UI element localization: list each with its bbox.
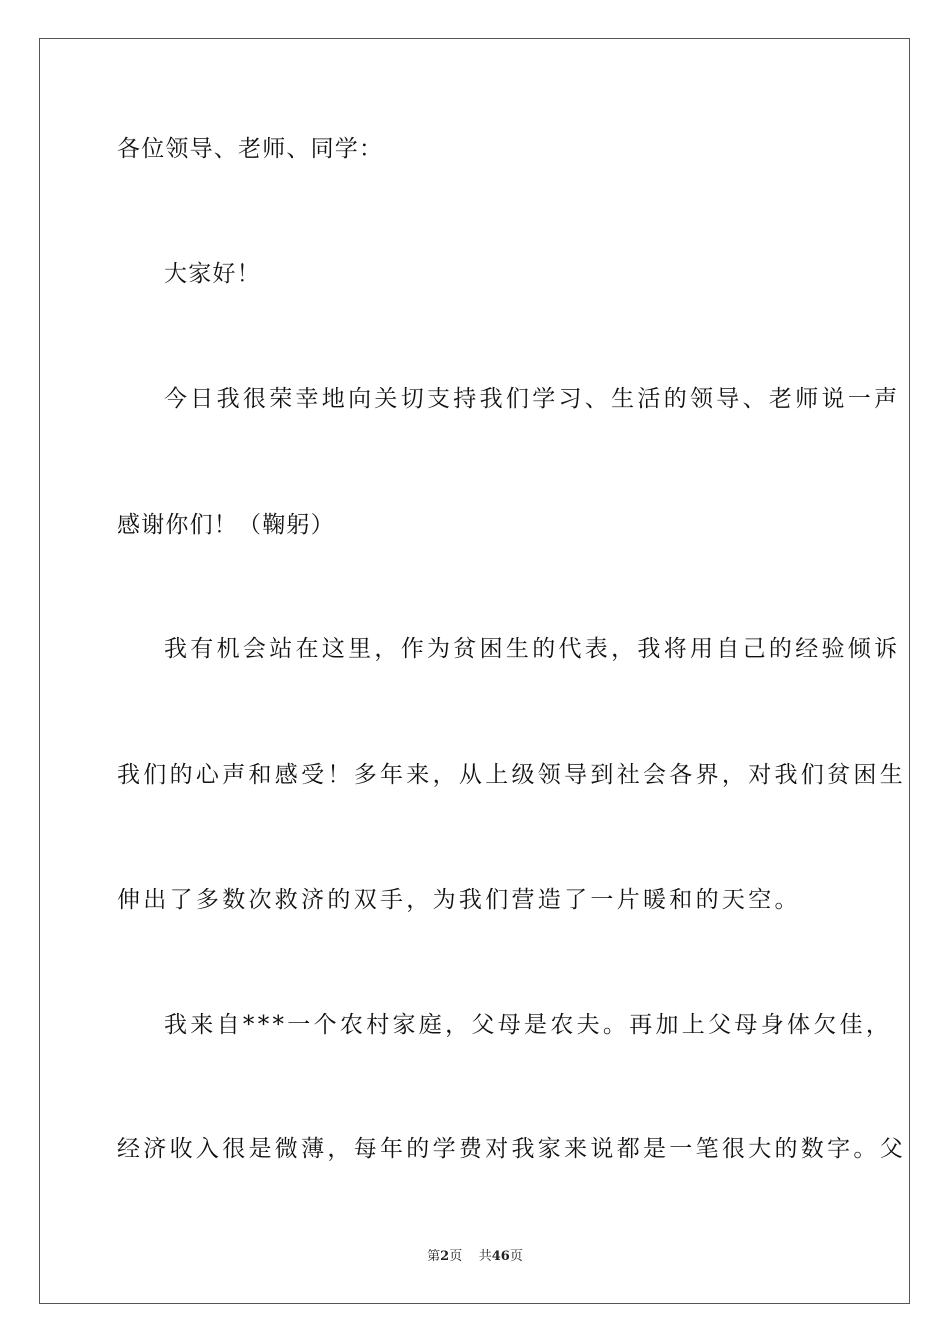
body-line-4: 我们的心声和感受！多年来，从上级领导到社会各界，对我们贫困生 [117, 762, 906, 788]
greeting-line: 大家好！ [164, 261, 261, 287]
total-suffix: 页 [509, 1249, 523, 1264]
total-pages: 46 [491, 1249, 510, 1264]
body-line-5: 伸出了多数次救济的双手，为我们营造了一片暖和的天空。 [117, 887, 801, 913]
body-line-2: 感谢你们！（鞠躬） [117, 512, 335, 538]
salutation-line: 各位领导、老师、同学： [117, 136, 384, 162]
page-suffix: 页 [449, 1249, 463, 1264]
body-line-7: 经济收入很是微薄，每年的学费对我家来说都是一笔很大的数字。父 [117, 1136, 906, 1162]
body-line-1: 今日我很荣幸地向关切支持我们学习、生活的领导、老师说一声 [164, 386, 901, 412]
body-line-6: 我来自***一个农村家庭，父母是农夫。再加上父母身体欠佳， [164, 1012, 893, 1038]
page-footer [0, 1248, 950, 1266]
body-line-3: 我有机会站在这里，作为贫困生的代表，我将用自己的经验倾诉 [164, 636, 901, 662]
page-prefix: 第 [427, 1249, 441, 1264]
total-prefix: 共 [478, 1249, 492, 1264]
page-frame [39, 38, 910, 1304]
page-number: 2 [440, 1249, 450, 1264]
